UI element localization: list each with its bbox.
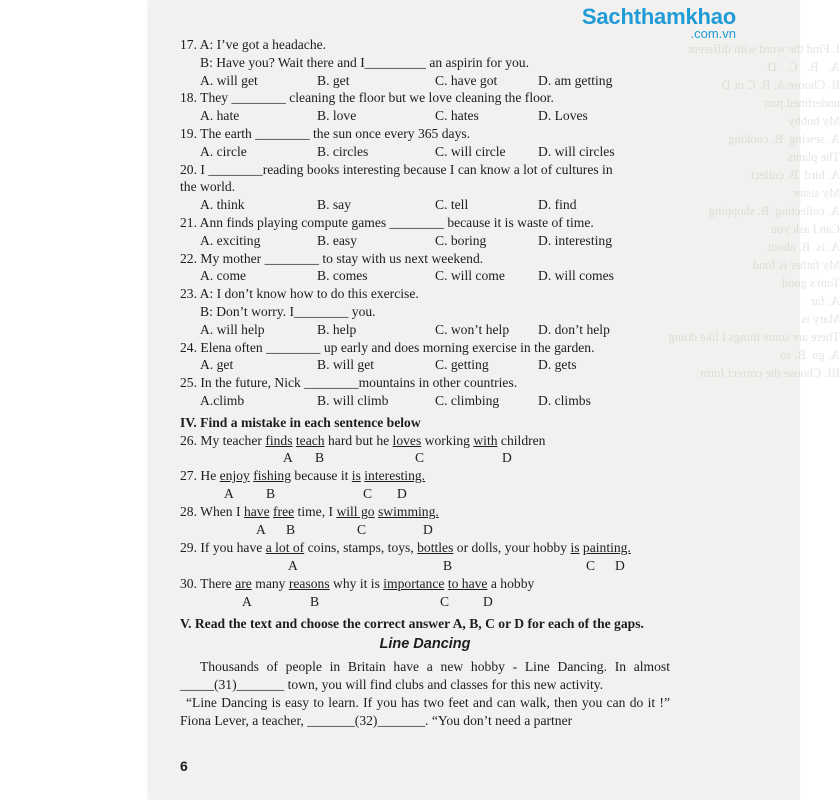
option-a: A. hate (200, 108, 240, 124)
underlined-b: fishing (253, 468, 292, 484)
option-c: C. will circle (435, 143, 506, 159)
mark-b: B (443, 557, 453, 573)
mark-d: D (615, 557, 625, 573)
option-c: C. tell (435, 197, 469, 213)
text-part: because it (291, 468, 352, 484)
option-a: A.climb (200, 392, 245, 408)
question-30 (180, 575, 670, 593)
mark-a: A (256, 521, 266, 537)
question-20-options (180, 196, 670, 214)
mark-c: C (586, 557, 596, 573)
option-a: A. circle (200, 143, 247, 159)
text-part: 28. When I (180, 504, 244, 520)
option-d: D. find (538, 197, 577, 213)
mark-b: B (310, 593, 320, 609)
underlined-c: will go (336, 504, 375, 520)
question-26 (180, 432, 670, 450)
question-25-options (180, 392, 670, 410)
question-28 (180, 503, 670, 521)
option-c: C. won’t help (435, 321, 510, 337)
underlined-d: swimming. (377, 504, 439, 520)
option-b: B. circles (317, 143, 369, 159)
text-part: a hobby (487, 575, 535, 591)
option-c: C. hates (435, 108, 479, 124)
underlined-c: loves (392, 432, 422, 448)
mark-d: D (502, 450, 512, 466)
option-d: D. am getting (538, 72, 613, 88)
mark-c: C (357, 521, 367, 537)
section-iv-heading: IV. Find a mistake in each sentence below (180, 414, 421, 430)
option-b: B. comes (317, 268, 368, 284)
option-b: B. love (317, 108, 357, 124)
mark-c: C (363, 486, 373, 502)
option-b: B. get (317, 72, 350, 88)
option-b: B. help (317, 321, 357, 337)
text-part: 27. He (180, 468, 220, 484)
question-23-options (180, 321, 670, 339)
underlined-d: interesting. (364, 468, 426, 484)
text-part: 26. My teacher (180, 432, 266, 448)
underlined-a: a lot of (265, 539, 305, 555)
question-20: 20. I ________reading books interesting because I can know a lot of cultures in (180, 161, 613, 177)
question-20-line2: the world. (180, 179, 236, 195)
underlined-d: painting. (582, 539, 631, 555)
underlined-c: is (570, 539, 580, 555)
mark-c: C (440, 593, 450, 609)
option-d: D. gets (538, 357, 577, 373)
page-number: 6 (180, 758, 188, 774)
option-a: A. get (200, 357, 234, 373)
text-part: 30. There (180, 575, 236, 591)
exercise-content (180, 36, 670, 729)
text-part: many (251, 575, 289, 591)
mark-a: A (242, 593, 252, 609)
underlined-a: are (235, 575, 252, 591)
underlined-a: enjoy (219, 468, 250, 484)
site-watermark (582, 6, 736, 40)
question-29-marks (180, 557, 670, 575)
text-part: 29. If you have (180, 539, 266, 555)
question-22: 22. My mother ________ to stay with us next weekend. (180, 250, 484, 266)
question-29 (180, 539, 670, 557)
option-b: B. easy (317, 232, 358, 248)
option-a: A. think (200, 197, 245, 213)
option-d: D. interesting (538, 232, 612, 248)
question-27-marks (180, 485, 670, 503)
passage-paragraph-2: “Line Dancing is easy to learn. If you has two feet and can walk, then you can do it !” Fiona Lever, a teacher, _______(32)_______. “You don’t need a partner (180, 694, 670, 728)
option-d: D. Loves (538, 108, 588, 124)
underlined-c: is (351, 468, 361, 484)
text-part: hard but he (324, 432, 393, 448)
option-a: A. exciting (200, 232, 261, 248)
mark-b: B (315, 450, 325, 466)
option-a: A. will help (200, 321, 265, 337)
question-21: 21. Ann finds playing compute games ________ because it is waste of time. (180, 214, 594, 230)
mark-a: A (288, 557, 298, 573)
text-part: time, I (294, 504, 337, 520)
option-a: A. will get (200, 72, 258, 88)
option-c: C. will come (435, 268, 505, 284)
option-c: C. climbing (435, 392, 500, 408)
text-part: coins, stamps, toys, (304, 539, 418, 555)
question-26-marks (180, 449, 670, 467)
question-17: 17. A: I’ve got a headache. (180, 37, 327, 52)
question-24-options (180, 356, 670, 374)
question-24: 24. Elena often ________ up early and does morning exercise in the garden. (180, 339, 595, 355)
text-part: children (497, 432, 546, 448)
underlined-b: teach (295, 432, 325, 448)
question-18: 18. They ________ cleaning the floor but we love cleaning the floor. (180, 90, 554, 106)
passage-title: Line Dancing (379, 636, 471, 653)
question-23-line2: B: Don’t worry. I________ you. (200, 303, 376, 319)
option-d: D. don’t help (538, 321, 610, 337)
underlined-b: free (273, 504, 295, 520)
mark-d: D (423, 521, 433, 537)
text-part: working (421, 432, 474, 448)
mark-c: C (415, 450, 425, 466)
mark-a: A (283, 450, 293, 466)
question-17-options (180, 72, 670, 90)
underlined-d: to have (447, 575, 488, 591)
question-19: 19. The earth ________ the sun once every 365 days. (180, 125, 471, 141)
option-a: A. come (200, 268, 247, 284)
option-b: B. will get (317, 357, 375, 373)
question-17-line2: B: Have you? Wait there and I_________ an aspirin for you. (200, 54, 529, 70)
underlined-a: have (243, 504, 270, 520)
underlined-a: finds (265, 432, 293, 448)
watermark-domain: .com.vn (690, 26, 736, 41)
mark-b: B (286, 521, 296, 537)
question-22-options (180, 267, 670, 285)
passage-paragraph-1: Thousands of people in Britain have a new hobby - Line Dancing. In almost _____(31)_______ town, you will find clubs and classes for this new activity. (180, 659, 670, 692)
text-part: why it is (329, 575, 384, 591)
question-30-marks (180, 593, 670, 611)
question-23: 23. A: I don’t know how to do this exercise. (180, 286, 419, 302)
mark-d: D (397, 486, 407, 502)
question-25: 25. In the future, Nick ________mountains in other countries. (180, 375, 518, 391)
option-c: C. getting (435, 357, 489, 373)
option-d: D. climbs (538, 392, 591, 408)
option-c: C. have got (435, 72, 498, 88)
option-b: B. say (317, 197, 351, 213)
watermark-logo: Sachthamkhao (581, 4, 736, 29)
underlined-c: importance (383, 575, 445, 591)
question-27 (180, 467, 670, 485)
question-18-options (180, 107, 670, 125)
text-part: or dolls, your hobby (453, 539, 571, 555)
mark-a: A (224, 486, 234, 502)
option-c: C. boring (435, 232, 487, 248)
option-d: D. will circles (538, 143, 615, 159)
section-v-heading: V. Read the text and choose the correct answer A, B, C or D for each of the gaps. (180, 615, 644, 631)
underlined-d: with (473, 432, 498, 448)
question-28-marks (180, 521, 670, 539)
underlined-b: reasons (288, 575, 330, 591)
mark-d: D (483, 593, 493, 609)
option-d: D. will comes (538, 268, 614, 284)
mark-b: B (266, 486, 276, 502)
underlined-b: bottles (417, 539, 454, 555)
bleed-through-text: I. Find the word with different A. B. C. D. II. Choose A, B, C or D underlined part My hobby A. sewing B. cooking The plants A. bird B. collect My sister A. collecting B. shopping Can I ask you A. is B. about My father is fond Tom's good A. far Mary is There are some things I like doing A. go B. so III. Choose the correct form (668, 42, 840, 380)
question-19-options (180, 143, 670, 161)
option-b: B. will climb (317, 392, 389, 408)
question-21-options (180, 232, 670, 250)
